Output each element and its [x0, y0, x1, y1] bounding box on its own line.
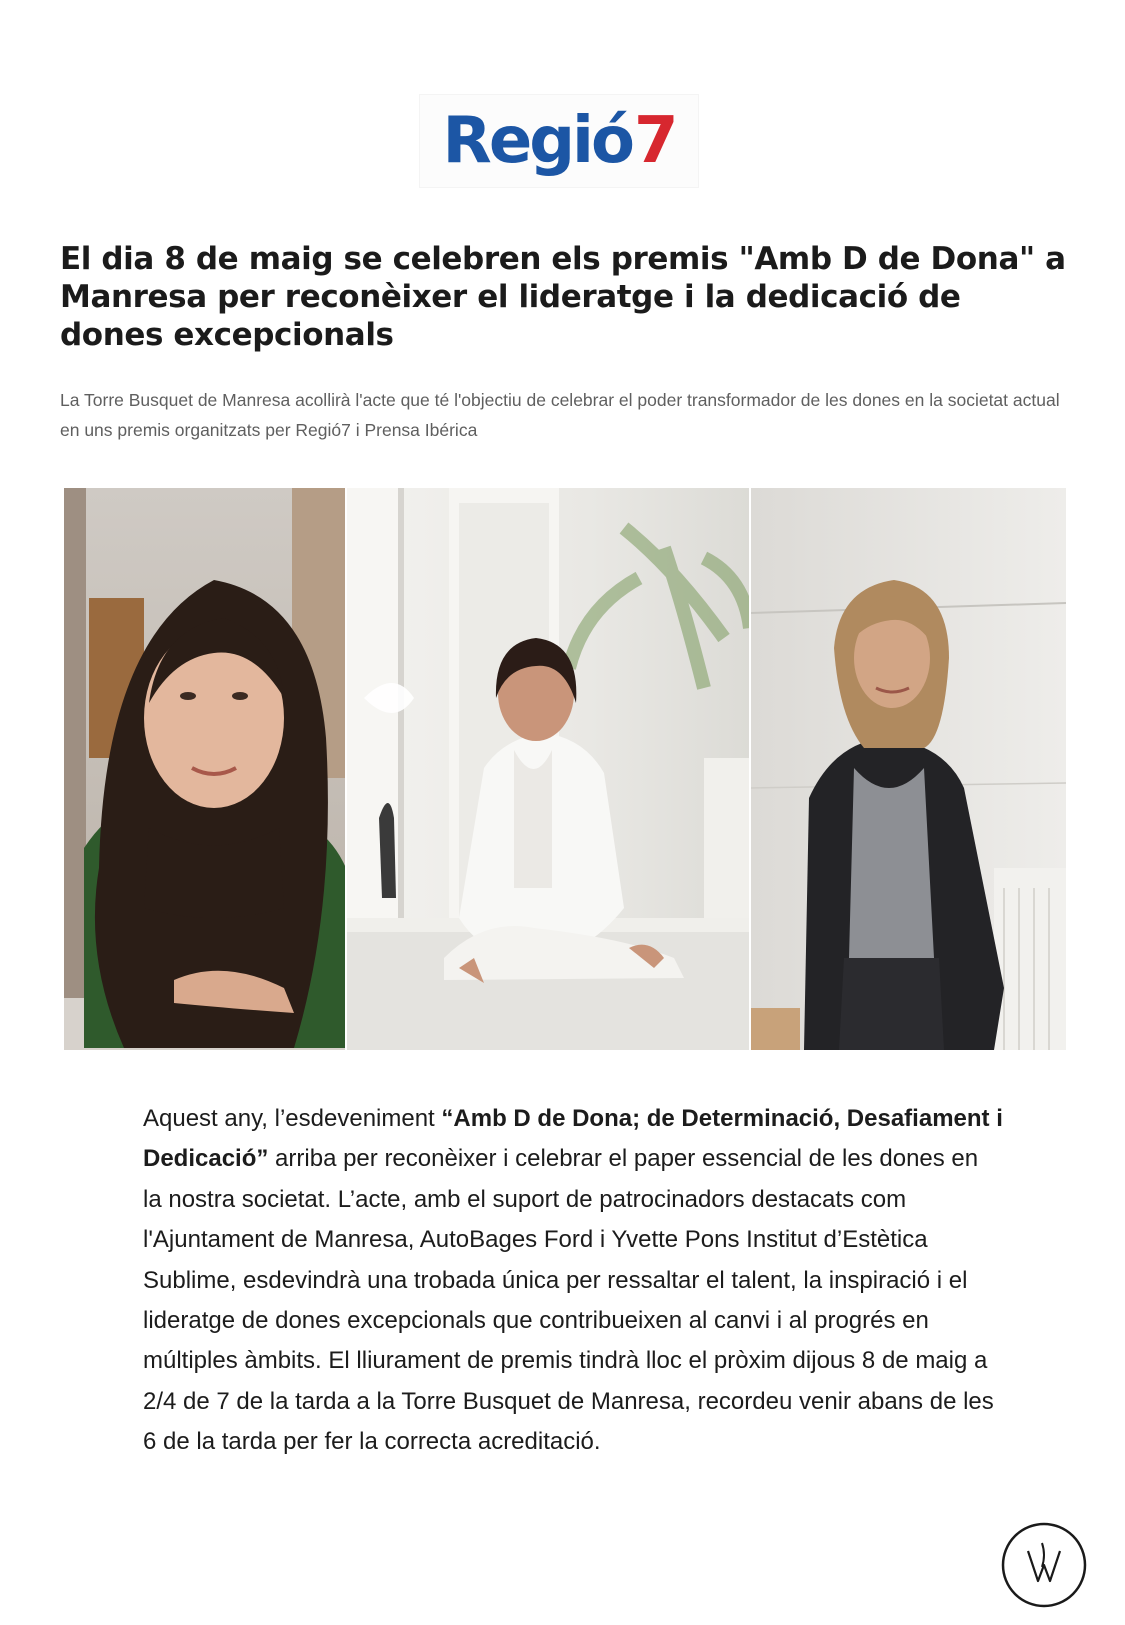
regio7-logo[interactable]	[420, 95, 698, 187]
logo-number: 7	[633, 104, 676, 178]
logo-word: Regió	[442, 104, 632, 178]
body-intro: Aquest any, l’esdeveniment	[143, 1105, 442, 1132]
article-photo	[64, 488, 1066, 1050]
photo-panel-left	[64, 488, 346, 1050]
event-name: “Amb D de Dona; de Determinació, Desafiament i Dedicació”	[143, 1105, 1003, 1173]
article-headline: El dia 8 de maig se celebren els premis "Amb D de Dona" a Manresa per reconèixer el lideratge i la dedicació de dones excepcionals	[60, 241, 1066, 353]
masthead	[0, 95, 1125, 190]
body-rest: arriba per reconèixer i celebrar el paper essencial de les dones en la nostra societat. L’acte, amb el suport de patrocinadors destacats com l'Ajuntament de Manresa, AutoBages Ford i Yvette Pons Institut d’Estètica Sublime, esdevindrà una trobada única per ressaltar el talent, la inspiració i el lideratge de dones excepcionals que contribueixen al canvi i al progrés en múltiples àmbits. El lliurament de premis tindrà lloc el pròxim dijous 8 de maig a 2/4 de 7 de la tarda a la Torre Busquet de Manresa, recordeu venir abans de les 6 de la tarda per fer la correcta acreditació.	[143, 1145, 994, 1456]
photo-panel-right	[750, 488, 1066, 1050]
article-body	[143, 1099, 1003, 1463]
photo-panel-middle	[346, 488, 750, 1050]
yp-monogram-icon	[1000, 1521, 1088, 1609]
article-subtitle: La Torre Busquet de Manresa acollirà l'acte que té l'objectiu de celebrar el poder transformador de les dones en la societat actual en uns premis organitzats per Regió7 i Prensa Ibérica	[60, 390, 1060, 440]
